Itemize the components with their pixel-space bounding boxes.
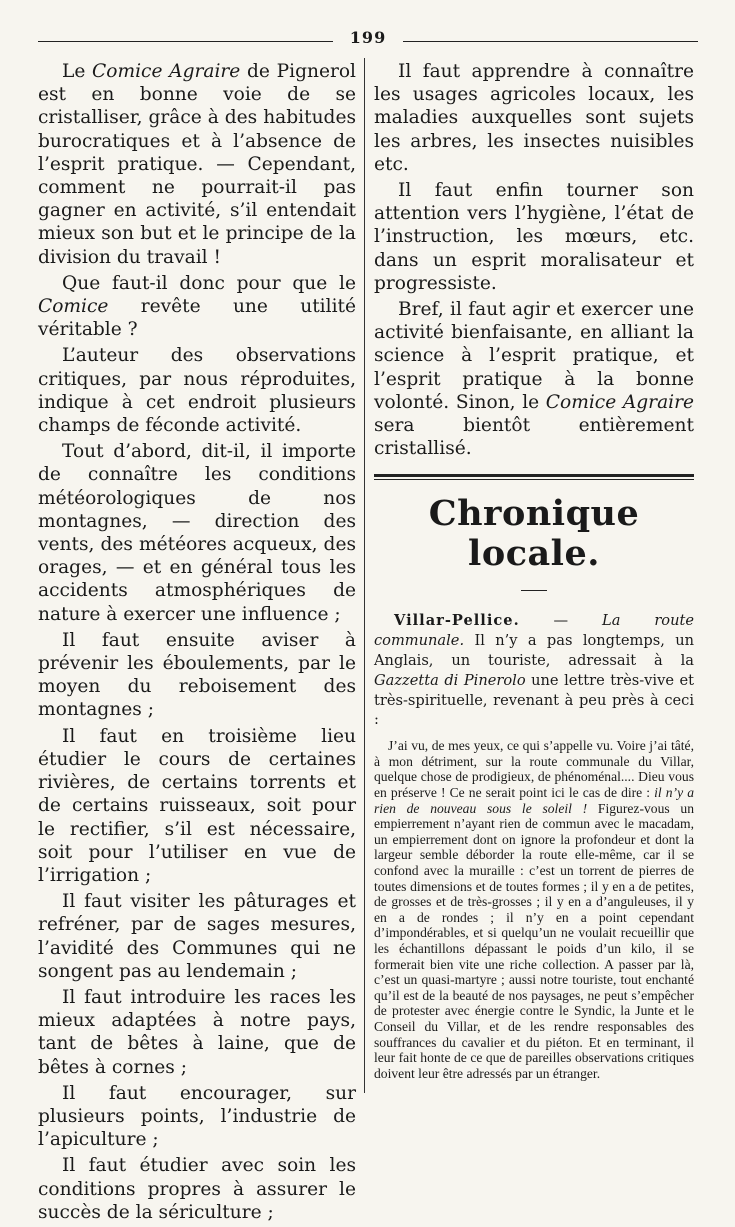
- right-top-text: [374, 60, 694, 460]
- news-quote: [374, 738, 694, 1081]
- italic-text: Gazzetta di Pinerolo: [374, 671, 526, 689]
- italic-text: La route communale.: [374, 612, 694, 650]
- text: sera bientôt entièrement cristallisé.: [374, 415, 694, 460]
- text: —: [519, 612, 603, 630]
- paragraph: [38, 60, 356, 269]
- title-divider: [521, 590, 547, 591]
- text: une lettre très-vive et très-spirituelle, revenant à peu près à ceci :: [374, 671, 694, 729]
- text: J’ai vu, de mes yeux, ce qui s’appelle vu. Voire j’ai tâté, à mon détriment, sur la route communale du Villar, quelque chose de prodigieux, de phénoménal.... Dieu vous en préserve ! Ce ne serait point ici le cas de dire :: [374, 738, 694, 801]
- paragraph: Il faut introduire les races les mieux adaptées à notre pays, tant de bêtes à laine, que de bêtes à cornes ;: [38, 986, 356, 1078]
- header-rule-right: [403, 41, 698, 42]
- section-double-rule: [374, 474, 694, 480]
- text: Que faut-il donc pour que le: [62, 272, 356, 294]
- paragraph: L’auteur des observations critiques, par nous réproduites, indique à cet endroit plusieurs champs de féconde activité.: [38, 345, 356, 437]
- paragraph: [374, 298, 694, 460]
- italic-text: il n’y a rien de nouveau sous le soleil !: [374, 785, 694, 816]
- paragraph: Il faut en troisième lieu étudier le cours de certaines rivières, de certains torrents et de certains ruisseaux, soit pour le rectifier, s’il est nécessaire, soit pour l’utiliser en vue de l’irrigation ;: [38, 725, 356, 886]
- paragraph: [38, 272, 356, 342]
- news-place: Villar-Pellice.: [394, 612, 520, 630]
- paragraph: Tout d’abord, dit-il, il importe de connaître les conditions météorologiques de nos montagnes, — direction des vents, des météores acqueux, des orages, — et en général tous les accidents atmosphériques de nature à exercer une influence ;: [38, 441, 356, 625]
- paragraph: Il faut enfin tourner son attention vers l’hygiène, l’état de l’instruction, les mœurs, etc. dans un esprit moralisateur et progressiste.: [374, 180, 694, 294]
- paragraph: Il faut apprendre à connaître les usages agricoles locaux, les maladies auxquelles sont sujets les arbres, les insectes nuisibles etc.: [374, 61, 694, 175]
- page-header: [38, 28, 698, 56]
- text: Le: [62, 61, 93, 82]
- left-column: [38, 60, 356, 1227]
- header-rule-left: [38, 41, 333, 42]
- italic-text: Comice Agraire: [545, 391, 694, 413]
- section-title: Chronique locale.: [428, 493, 640, 575]
- right-column: [374, 60, 694, 1081]
- paragraph: Il faut étudier avec soin les conditions propres à assurer le succès de la sériculture ;: [38, 1155, 356, 1223]
- text: de Pignerol est en bonne voie de se cristalliser, grâce à des habitudes burocratiques et à l’absence de l’esprit pratique. — Cependant, comment ne pourrait-il pas gagner en activité, s’il entendait mieux son but et le principe de la division du travail !: [38, 61, 356, 268]
- paragraph: Il faut visiter les pâturages et refréner, par de sages mesures, l’avidité des Communes qui ne songent pas au lendemain ;: [38, 891, 356, 982]
- news-intro: [374, 611, 694, 730]
- text: Bref, il faut agir et exercer une activité bienfaisante, en alliant la science à l’esprit pratique, et l’esprit pratique à la bonne volonté. Sinon, le: [374, 299, 694, 413]
- paragraph: Il faut ensuite aviser à prévenir les éboulements, par le moyen du reboisement des montagnes ;: [38, 629, 356, 721]
- page-number: 199: [349, 28, 387, 47]
- text: Figurez-vous un empierrement n’ayant rien de commun avec le macadam, un empierrement dont on ignore la profondeur et dont la largeur semble déborder la route elle-même, car il se confond avec la muraille : c’est un torrent de pierres de toutes dimensions et de toutes formes ; il y en a de petites, de grosses et de très-grosses ; il y en a d’anguleuses, il y en a de rondes ; il n’y en a point cependant d’impondérables, et si quelqu’un ne voulait recueillir que les échantillons dépassant le poids d’un kilo, il se formerait bien vite une riche collection. A passer par là, c’est un quasi-martyre ; aussi notre touriste, tout enchanté qu’il est de la beauté de nos paysages, ne peut s’empêcher de protester avec énergie contre le Syndic, la Junte et le Conseil du Villar, et de les rendre responsables des souffrances du cavalier et du piéton. Et en terminant, il leur fait honte de ce que de pareilles observations critiques doivent leur être adressés par un étranger.: [374, 800, 694, 1081]
- text: Il n’y a pas longtemps, un Anglais, un touriste, adressait à la: [374, 632, 694, 670]
- paragraph: Il faut encourager, sur plusieurs points, l’industrie de l’apiculture ;: [38, 1082, 356, 1151]
- column-divider: [364, 58, 365, 1093]
- news-item: [374, 611, 694, 1081]
- text: revête une utilité véritable ?: [38, 296, 356, 341]
- italic-text: Comice Agraire: [92, 61, 241, 82]
- italic-text: Comice: [38, 296, 109, 318]
